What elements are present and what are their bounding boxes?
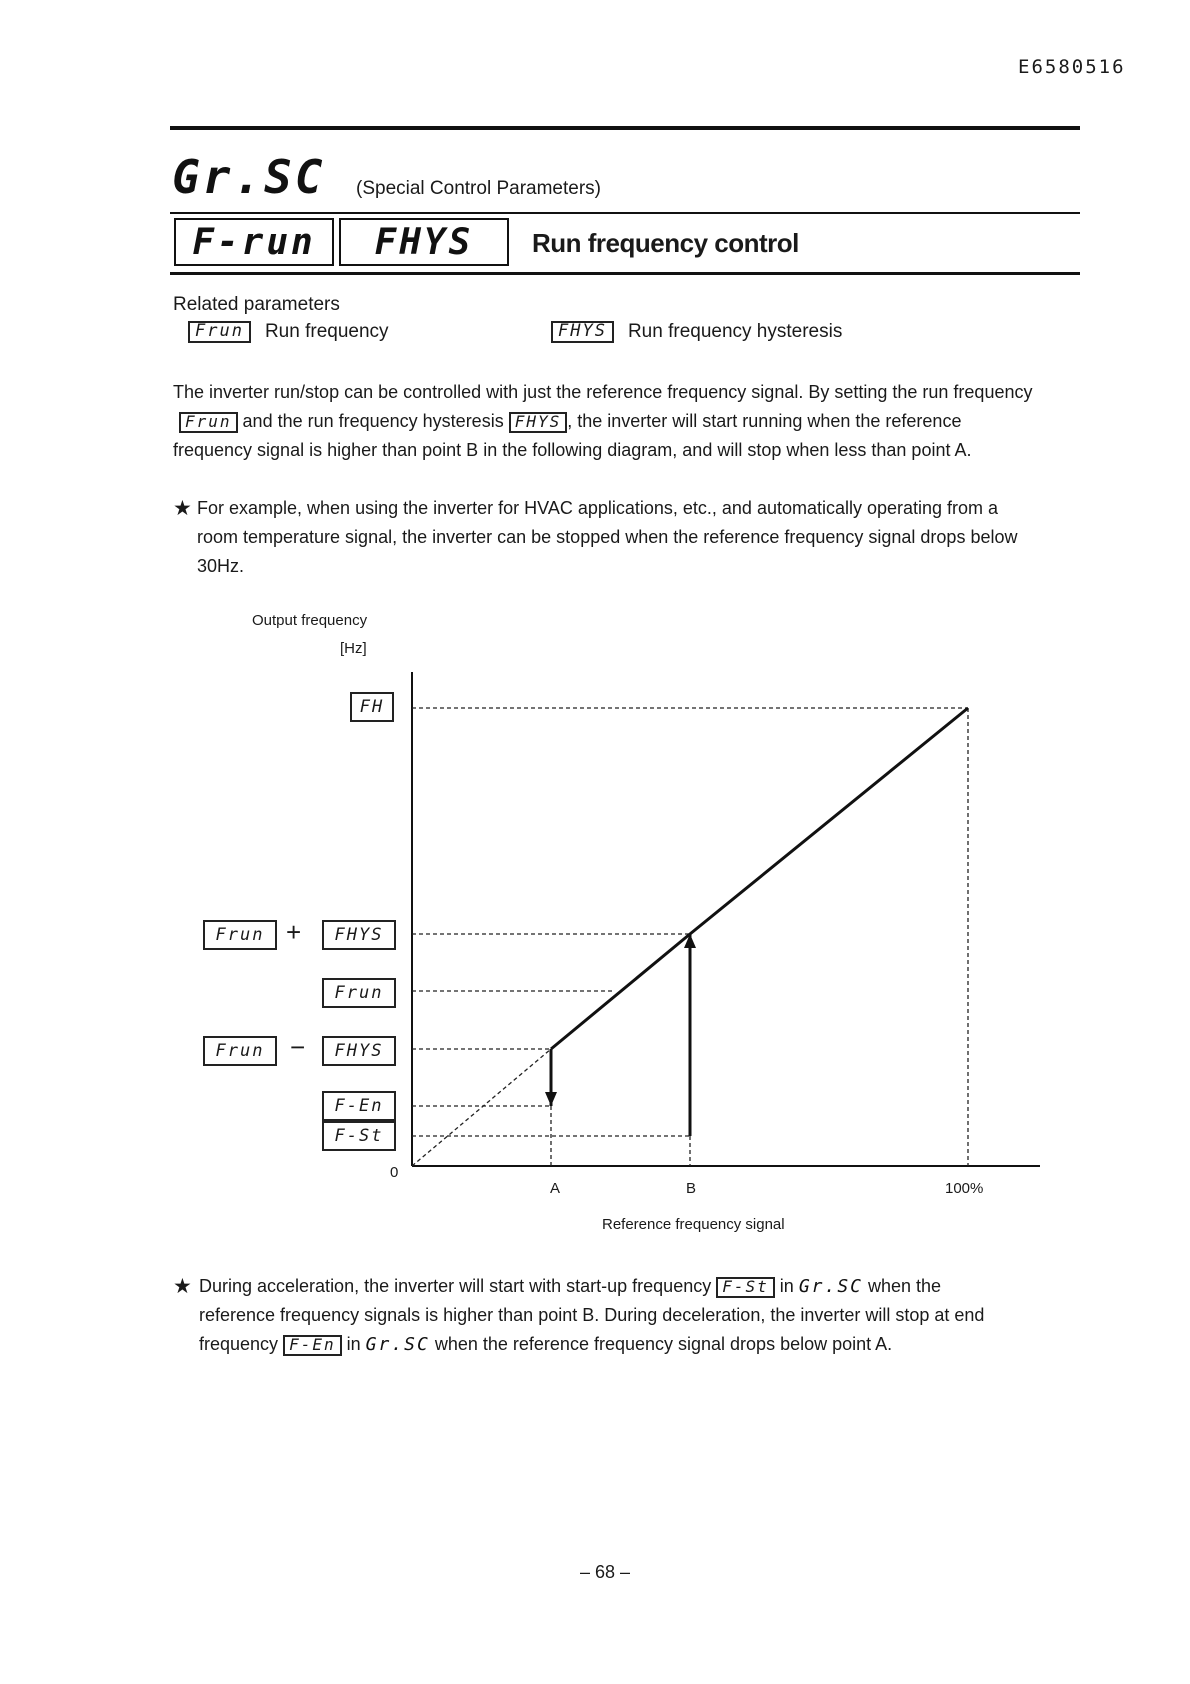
y-axis-label: Output frequency [252,612,368,629]
title-rule [170,272,1080,275]
related-code: Frun [188,321,251,343]
note-2-line [199,1330,1113,1359]
y-label-frun-a: Frun [203,920,277,950]
y-label-fhys-b: FHYS [322,1036,396,1066]
note-2-line: reference frequency signals is higher than point B. During deceleration, the inverter will stop at end [199,1305,985,1325]
group-label: (Special Control Parameters) [356,178,601,199]
param-frun-code: F-run [192,221,316,263]
note-2-line [199,1272,1113,1301]
y-label-fhys-a: FHYS [322,920,396,950]
y-label-fst: F-St [322,1121,396,1151]
paragraph-1-line: The inverter run/stop can be controlled with just the reference frequency signal. By setting the run frequency [173,382,1033,402]
inline-code-fen: F-En [283,1335,342,1356]
note-2-text: frequency [199,1334,279,1354]
inline-group-code: Gr.SC [798,1276,863,1297]
arrow-b-head [684,934,696,948]
note-2-text: in [779,1276,794,1296]
y-label-fh: FH [350,692,394,722]
x-tick-a: A [550,1180,561,1197]
related-label: Run frequency [264,321,389,342]
inline-code-fhys: FHYS [509,412,568,433]
document-id: E6580516 [1018,56,1126,78]
note-2-text: when the [868,1276,942,1296]
paragraph-1-text: , the inverter will start running when the reference [567,411,962,431]
y-label-frun-c: Frun [203,1036,277,1066]
param-box-fhys [339,218,509,266]
param-fhys-code: FHYS [374,221,474,263]
top-rule [170,126,1080,130]
related-label: Run frequency hysteresis [627,321,843,342]
related-heading: Related parameters [173,294,340,315]
group-rule [170,212,1080,214]
paragraph-1-line: frequency signal is higher than point B in the following diagram, and will stop when less than point A. [173,440,972,460]
y-label-fen: F-En [322,1091,396,1121]
y-label-frun-b: Frun [322,978,396,1008]
note-2-text: in [346,1334,361,1354]
inline-code-fst: F-St [716,1277,775,1298]
note-2 [173,1272,1113,1359]
page-number: – 68 – [580,1562,631,1582]
related-item-frun [188,321,389,343]
arrow-a-head [545,1092,557,1106]
param-box-frun [174,218,334,266]
x-axis-label: Reference frequency signal [602,1216,785,1233]
note-1 [173,494,1113,581]
inline-group-code: Gr.SC [365,1334,430,1355]
related-item-fhys [551,321,842,343]
note-2-text: when the reference frequency signal drops below point A. [434,1334,893,1354]
star-icon: ★ [173,1275,192,1298]
section-title: Run frequency control [532,228,799,258]
star-icon: ★ [173,497,192,520]
series-operating-line [551,708,968,1049]
note-1-line: 30Hz. [197,556,245,576]
series-extension [412,1049,551,1166]
y-axis-unit: [Hz] [340,640,367,657]
chart-plot-area [412,672,1040,1166]
x-tick-b: B [686,1180,697,1197]
minus-sign: − [290,1032,306,1062]
inline-code-frun: Frun [179,412,238,433]
related-code: FHYS [551,321,614,343]
x-tick-zero: 0 [390,1164,399,1181]
paragraph-1-line [173,407,1113,436]
plus-sign: + [286,917,302,947]
x-tick-100: 100% [945,1180,984,1197]
note-2-text: During acceleration, the inverter will start with start-up frequency [199,1276,712,1296]
paragraph-1 [173,378,1113,465]
group-code: Gr.SC [172,150,326,204]
note-1-line: For example, when using the inverter for HVAC applications, etc., and automatically operating from a [197,498,999,518]
note-1-line: room temperature signal, the inverter can be stopped when the reference frequency signal drops below [197,527,1018,547]
paragraph-1-text: and the run frequency hysteresis [242,411,504,431]
